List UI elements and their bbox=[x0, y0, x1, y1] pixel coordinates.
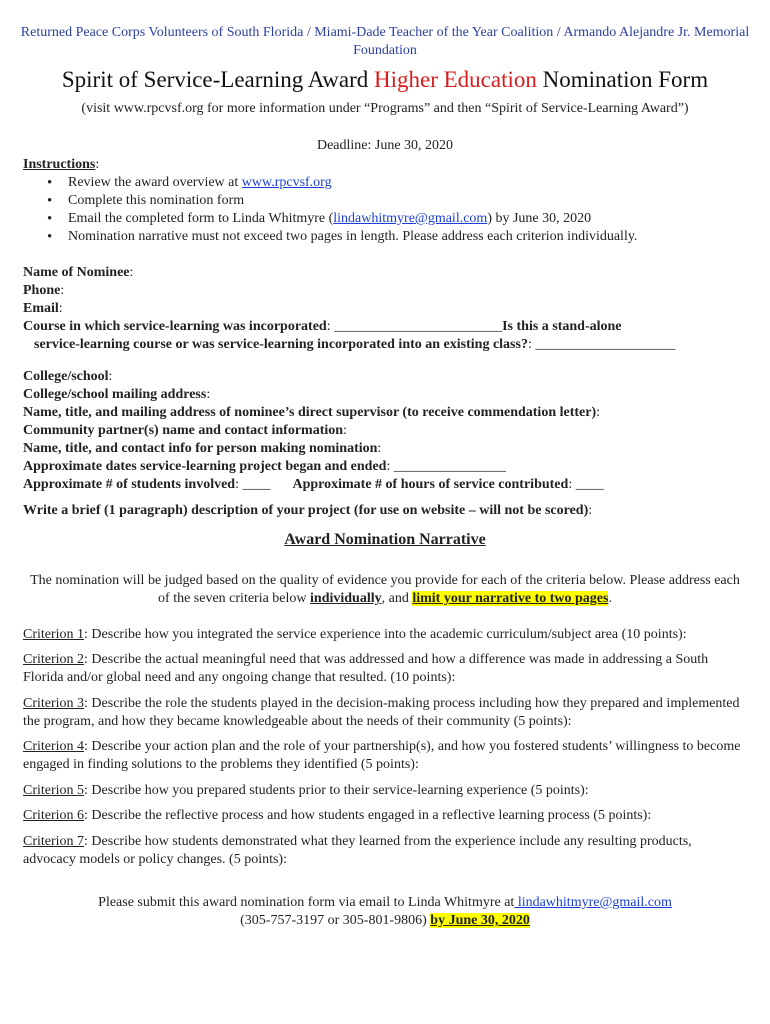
criterion-7 bbox=[23, 833, 748, 869]
title-part-2: Nomination Form bbox=[536, 67, 709, 92]
field-colon: : bbox=[343, 423, 347, 438]
field-colon: : bbox=[588, 503, 593, 518]
narrative-intro bbox=[30, 572, 740, 608]
field-colon: : bbox=[129, 265, 134, 280]
field-colon: : bbox=[58, 301, 63, 316]
criterion-label: Criterion 3 bbox=[23, 696, 85, 711]
criterion-text: : Describe how students demonstrated what they learned from the experience include any resulting products, advocacy models or policy changes. (5 points): bbox=[23, 834, 692, 867]
criterion-text: : Describe the actual meaningful need that was addressed and how a difference was made in addressing a South Florida and/or global need and any ongoing change that resulted. (10 points): bbox=[23, 652, 709, 685]
field-label: College/school bbox=[23, 369, 109, 384]
intro-emphasis: individually bbox=[310, 591, 382, 606]
submit-email-link[interactable]: lindawhitmyre@gmail.com bbox=[514, 895, 672, 910]
intro-text: . bbox=[608, 591, 612, 606]
field-blank: : ________________ bbox=[386, 459, 506, 474]
criterion-1 bbox=[23, 626, 748, 644]
field-dates bbox=[23, 458, 506, 476]
criterion-label: Criterion 2 bbox=[23, 652, 85, 667]
field-label: Is this a stand-alone bbox=[502, 319, 622, 334]
field-blank: : ____ bbox=[568, 477, 604, 492]
field-label: Course in which service-learning was incorporated bbox=[23, 319, 327, 334]
criterion-text: : Describe how you integrated the service experience into the academic curriculum/subject area (10 points): bbox=[84, 627, 687, 642]
field-label: Approximate # of hours of service contributed bbox=[292, 477, 569, 492]
field-blank: : ____________________ bbox=[527, 337, 676, 352]
form-title bbox=[0, 66, 770, 94]
field-label: College/school mailing address bbox=[23, 387, 207, 402]
field-label: Write a brief (1 paragraph) description of your project (for use on website – will not be scored) bbox=[23, 503, 589, 518]
criterion-2 bbox=[23, 651, 748, 687]
title-highlight: Higher Education bbox=[374, 67, 537, 92]
email-link[interactable]: lindawhitmyre@gmail.com bbox=[333, 211, 488, 226]
criterion-text: : Describe your action plan and the role of your partnership(s), and how you fostered students’ willingness to become engaged in finding solutions to the problems they identified (5 points): bbox=[23, 739, 741, 772]
instruction-item bbox=[47, 210, 637, 228]
instructions-label: Instructions bbox=[23, 157, 96, 172]
deadline: Deadline: June 30, 2020 bbox=[316, 138, 454, 153]
rpcvsf-link[interactable]: www.rpcvsf.org bbox=[241, 175, 332, 190]
instruction-text: Email the completed form to Linda Whitmyre ( bbox=[68, 211, 334, 226]
criterion-6 bbox=[23, 807, 748, 825]
instructions-colon: : bbox=[95, 157, 100, 172]
intro-highlight: limit your narrative to two pages bbox=[412, 591, 609, 606]
field-colon: : bbox=[206, 387, 211, 402]
submit-text: Please submit this award nomination form via email to Linda Whitmyre at bbox=[98, 895, 515, 910]
instruction-item bbox=[47, 192, 637, 210]
field-blank: : ____ bbox=[235, 477, 271, 492]
submit-deadline: by June 30, 2020 bbox=[430, 913, 530, 928]
intro-text: The nomination will be judged based on the quality of evidence you provide for each of the criteria below. Please address each of the seven criteria below bbox=[30, 573, 740, 606]
field-nominee bbox=[23, 264, 133, 282]
criterion-text: : Describe the role the students played in the decision-making process including how they prepared and implemented the program, and how they became knowledgeable about the needs of their community (5 points): bbox=[23, 696, 740, 729]
visit-note: (visit www.rpcvsf.org for more information under “Programs” and then “Spirit of Service-Learning Award”) bbox=[81, 101, 689, 116]
field-label: Email bbox=[23, 301, 59, 316]
instruction-item bbox=[47, 228, 637, 246]
field-supervisor bbox=[23, 404, 600, 422]
instructions-list bbox=[47, 174, 637, 246]
field-college bbox=[23, 368, 112, 386]
submit-line-2 bbox=[0, 912, 770, 930]
field-colon: : bbox=[596, 405, 601, 420]
instruction-text: ) by June 30, 2020 bbox=[487, 211, 592, 226]
field-colon: : bbox=[108, 369, 113, 384]
field-colon: : bbox=[377, 441, 382, 456]
criterion-label: Criterion 7 bbox=[23, 834, 85, 849]
field-colon: : bbox=[60, 283, 65, 298]
field-blank: : ________________________ bbox=[326, 319, 503, 334]
intro-text: , and bbox=[381, 591, 413, 606]
narrative-heading: Award Nomination Narrative bbox=[284, 531, 486, 548]
submit-phones: (305-757-3197 or 305-801-9806) bbox=[240, 913, 431, 928]
criterion-4 bbox=[23, 738, 748, 774]
field-label: Approximate dates service-learning project began and ended bbox=[23, 459, 387, 474]
instruction-text: Complete this nomination form bbox=[68, 193, 245, 208]
field-label: Name, title, and contact info for person making nomination bbox=[23, 441, 378, 456]
field-mailing bbox=[23, 386, 210, 404]
instructions-heading bbox=[23, 156, 99, 174]
criterion-text: : Describe how you prepared students prior to their service-learning experience (5 points): bbox=[84, 783, 589, 798]
field-course bbox=[23, 318, 622, 336]
field-description bbox=[23, 502, 592, 520]
criterion-label: Criterion 1 bbox=[23, 627, 85, 642]
criterion-label: Criterion 5 bbox=[23, 783, 85, 798]
field-label: Name, title, and mailing address of nominee’s direct supervisor (to receive commendation letter) bbox=[23, 405, 597, 420]
field-students-hours bbox=[23, 476, 604, 494]
criterion-3 bbox=[23, 695, 748, 731]
field-label: Community partner(s) name and contact information bbox=[23, 423, 344, 438]
submit-line-1 bbox=[0, 894, 770, 912]
field-label: Name of Nominee bbox=[23, 265, 130, 280]
instruction-text: Nomination narrative must not exceed two pages in length. Please address each criterion individually. bbox=[68, 229, 638, 244]
criterion-text: : Describe the reflective process and how students engaged in a reflective learning process (5 points): bbox=[84, 808, 652, 823]
field-label: Phone bbox=[23, 283, 61, 298]
criterion-5 bbox=[23, 782, 748, 800]
title-part-1: Spirit of Service-Learning Award bbox=[61, 67, 375, 92]
field-nominator bbox=[23, 440, 381, 458]
criterion-label: Criterion 6 bbox=[23, 808, 85, 823]
field-phone bbox=[23, 282, 64, 300]
submit-instructions bbox=[0, 894, 770, 930]
field-standalone bbox=[34, 336, 675, 354]
field-partner bbox=[23, 422, 347, 440]
criterion-label: Criterion 4 bbox=[23, 739, 85, 754]
field-email bbox=[23, 300, 63, 318]
organizations-header: Returned Peace Corps Volunteers of South Florida / Miami-Dade Teacher of the Year Coalition / Armando Alejandre Jr. Memorial Foundation bbox=[20, 25, 750, 58]
field-label: service-learning course or was service-learning incorporated into an existing class? bbox=[34, 337, 528, 352]
field-label: Approximate # of students involved bbox=[23, 477, 236, 492]
instruction-item bbox=[47, 174, 637, 192]
instruction-text: Review the award overview at bbox=[68, 175, 242, 190]
